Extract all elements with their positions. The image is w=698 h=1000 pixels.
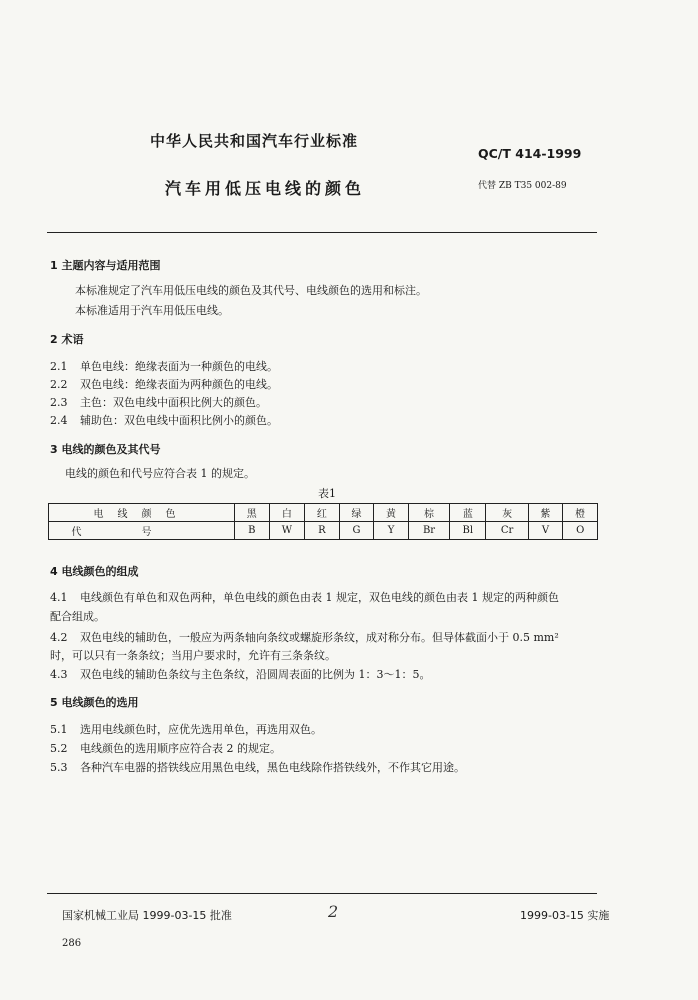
section-heading-2: 2 术语 xyxy=(50,333,84,346)
item-number: 2.1 xyxy=(50,360,68,373)
list-item xyxy=(50,666,431,682)
item-text: 双色电线的辅助色条纹与主色条纹，沿圆周表面的比例为 1：3～1：5。 xyxy=(80,668,431,681)
list-item xyxy=(50,358,278,374)
document-title: 汽车用低压电线的颜色 xyxy=(165,179,366,198)
table-cell: V xyxy=(528,522,563,540)
standard-code: QC/T 414-1999 xyxy=(478,146,582,161)
header-divider xyxy=(47,232,597,233)
item-text: 电线颜色有单色和双色两种，单色电线的颜色由表 1 规定，双色电线的颜色由表 1 规定的两种颜色 xyxy=(80,591,559,604)
item-text: 双色电线的辅助色，一般应为两条轴向条纹或螺旋形条纹，成对称分布。但导体截面小于 0.5 mm² xyxy=(80,631,559,644)
table-cell: 黑 xyxy=(235,504,270,522)
handwritten-mark: 2 xyxy=(328,902,339,921)
section-heading-1: 1 主题内容与适用范围 xyxy=(50,259,161,272)
table-cell: 绿 xyxy=(339,504,374,522)
effective-date: 1999-03-15 实施 xyxy=(520,909,610,922)
list-item xyxy=(50,589,559,605)
list-item xyxy=(50,740,281,756)
list-item xyxy=(50,721,322,737)
item-number: 2.3 xyxy=(50,396,68,409)
item-number: 4.3 xyxy=(50,668,68,681)
list-item xyxy=(50,412,278,428)
item-number: 5.3 xyxy=(50,761,68,774)
item-number: 2.4 xyxy=(50,414,68,427)
approval-line: 国家机械工业局 1999-03-15 批准 xyxy=(62,909,232,922)
table-caption: 表1 xyxy=(318,487,336,500)
table-cell: 红 xyxy=(305,504,340,522)
page-number: 286 xyxy=(62,938,82,949)
section-3-paragraph: 电线的颜色和代号应符合表 1 的规定。 xyxy=(65,467,255,480)
table-cell: 蓝 xyxy=(450,504,486,522)
color-code-table xyxy=(48,503,598,540)
table-row xyxy=(49,504,598,522)
section-1-paragraph: 本标准规定了汽车用低压电线的颜色及其代号、电线颜色的选用和标注。 xyxy=(75,284,427,297)
item-continuation: 配合组成。 xyxy=(50,610,105,623)
table-row xyxy=(49,522,598,540)
item-number: 2.2 xyxy=(50,378,68,391)
table-cell: 橙 xyxy=(563,504,598,522)
table-cell: G xyxy=(339,522,374,540)
list-item xyxy=(50,629,559,645)
item-text: 主色：双色电线中面积比例大的颜色。 xyxy=(80,396,267,409)
table-cell: 紫 xyxy=(528,504,563,522)
section-1-paragraph: 本标准适用于汽车用低压电线。 xyxy=(75,304,229,317)
replaces-note: 代替 ZB T35 002-89 xyxy=(478,181,567,191)
table-cell: 黄 xyxy=(374,504,409,522)
row-header: 电线颜色 xyxy=(49,504,235,522)
table-cell: Cr xyxy=(486,522,528,540)
table-cell: 棕 xyxy=(408,504,449,522)
list-item xyxy=(50,394,267,410)
item-number: 5.2 xyxy=(50,742,68,755)
table-cell: Bl xyxy=(450,522,486,540)
item-text: 双色电线：绝缘表面为两种颜色的电线。 xyxy=(80,378,278,391)
item-text: 单色电线：绝缘表面为一种颜色的电线。 xyxy=(80,360,278,373)
table-cell: 灰 xyxy=(486,504,528,522)
item-text: 电线颜色的选用顺序应符合表 2 的规定。 xyxy=(80,742,281,755)
section-heading-3: 3 电线的颜色及其代号 xyxy=(50,443,161,456)
table-cell: W xyxy=(269,522,304,540)
table-cell: B xyxy=(235,522,270,540)
item-number: 4.2 xyxy=(50,631,68,644)
row-header: 代号 xyxy=(49,522,235,540)
table-cell: Y xyxy=(374,522,409,540)
item-continuation: 时，可以只有一条条纹；当用户要求时，允许有三条条纹。 xyxy=(50,649,336,662)
footer-divider xyxy=(47,893,597,894)
item-text: 各种汽车电器的搭铁线应用黑色电线，黑色电线除作搭铁线外，不作其它用途。 xyxy=(80,761,465,774)
item-number: 5.1 xyxy=(50,723,68,736)
list-item xyxy=(50,759,465,775)
table-cell: Br xyxy=(408,522,449,540)
table-cell: R xyxy=(305,522,340,540)
org-title: 中华人民共和国汽车行业标准 xyxy=(150,132,359,150)
list-item xyxy=(50,376,278,392)
item-text: 辅助色：双色电线中面积比例小的颜色。 xyxy=(80,414,278,427)
item-text: 选用电线颜色时，应优先选用单色，再选用双色。 xyxy=(80,723,322,736)
section-heading-4: 4 电线颜色的组成 xyxy=(50,565,139,578)
item-number: 4.1 xyxy=(50,591,68,604)
table-cell: 白 xyxy=(269,504,304,522)
table-cell: O xyxy=(563,522,598,540)
section-heading-5: 5 电线颜色的选用 xyxy=(50,696,139,709)
